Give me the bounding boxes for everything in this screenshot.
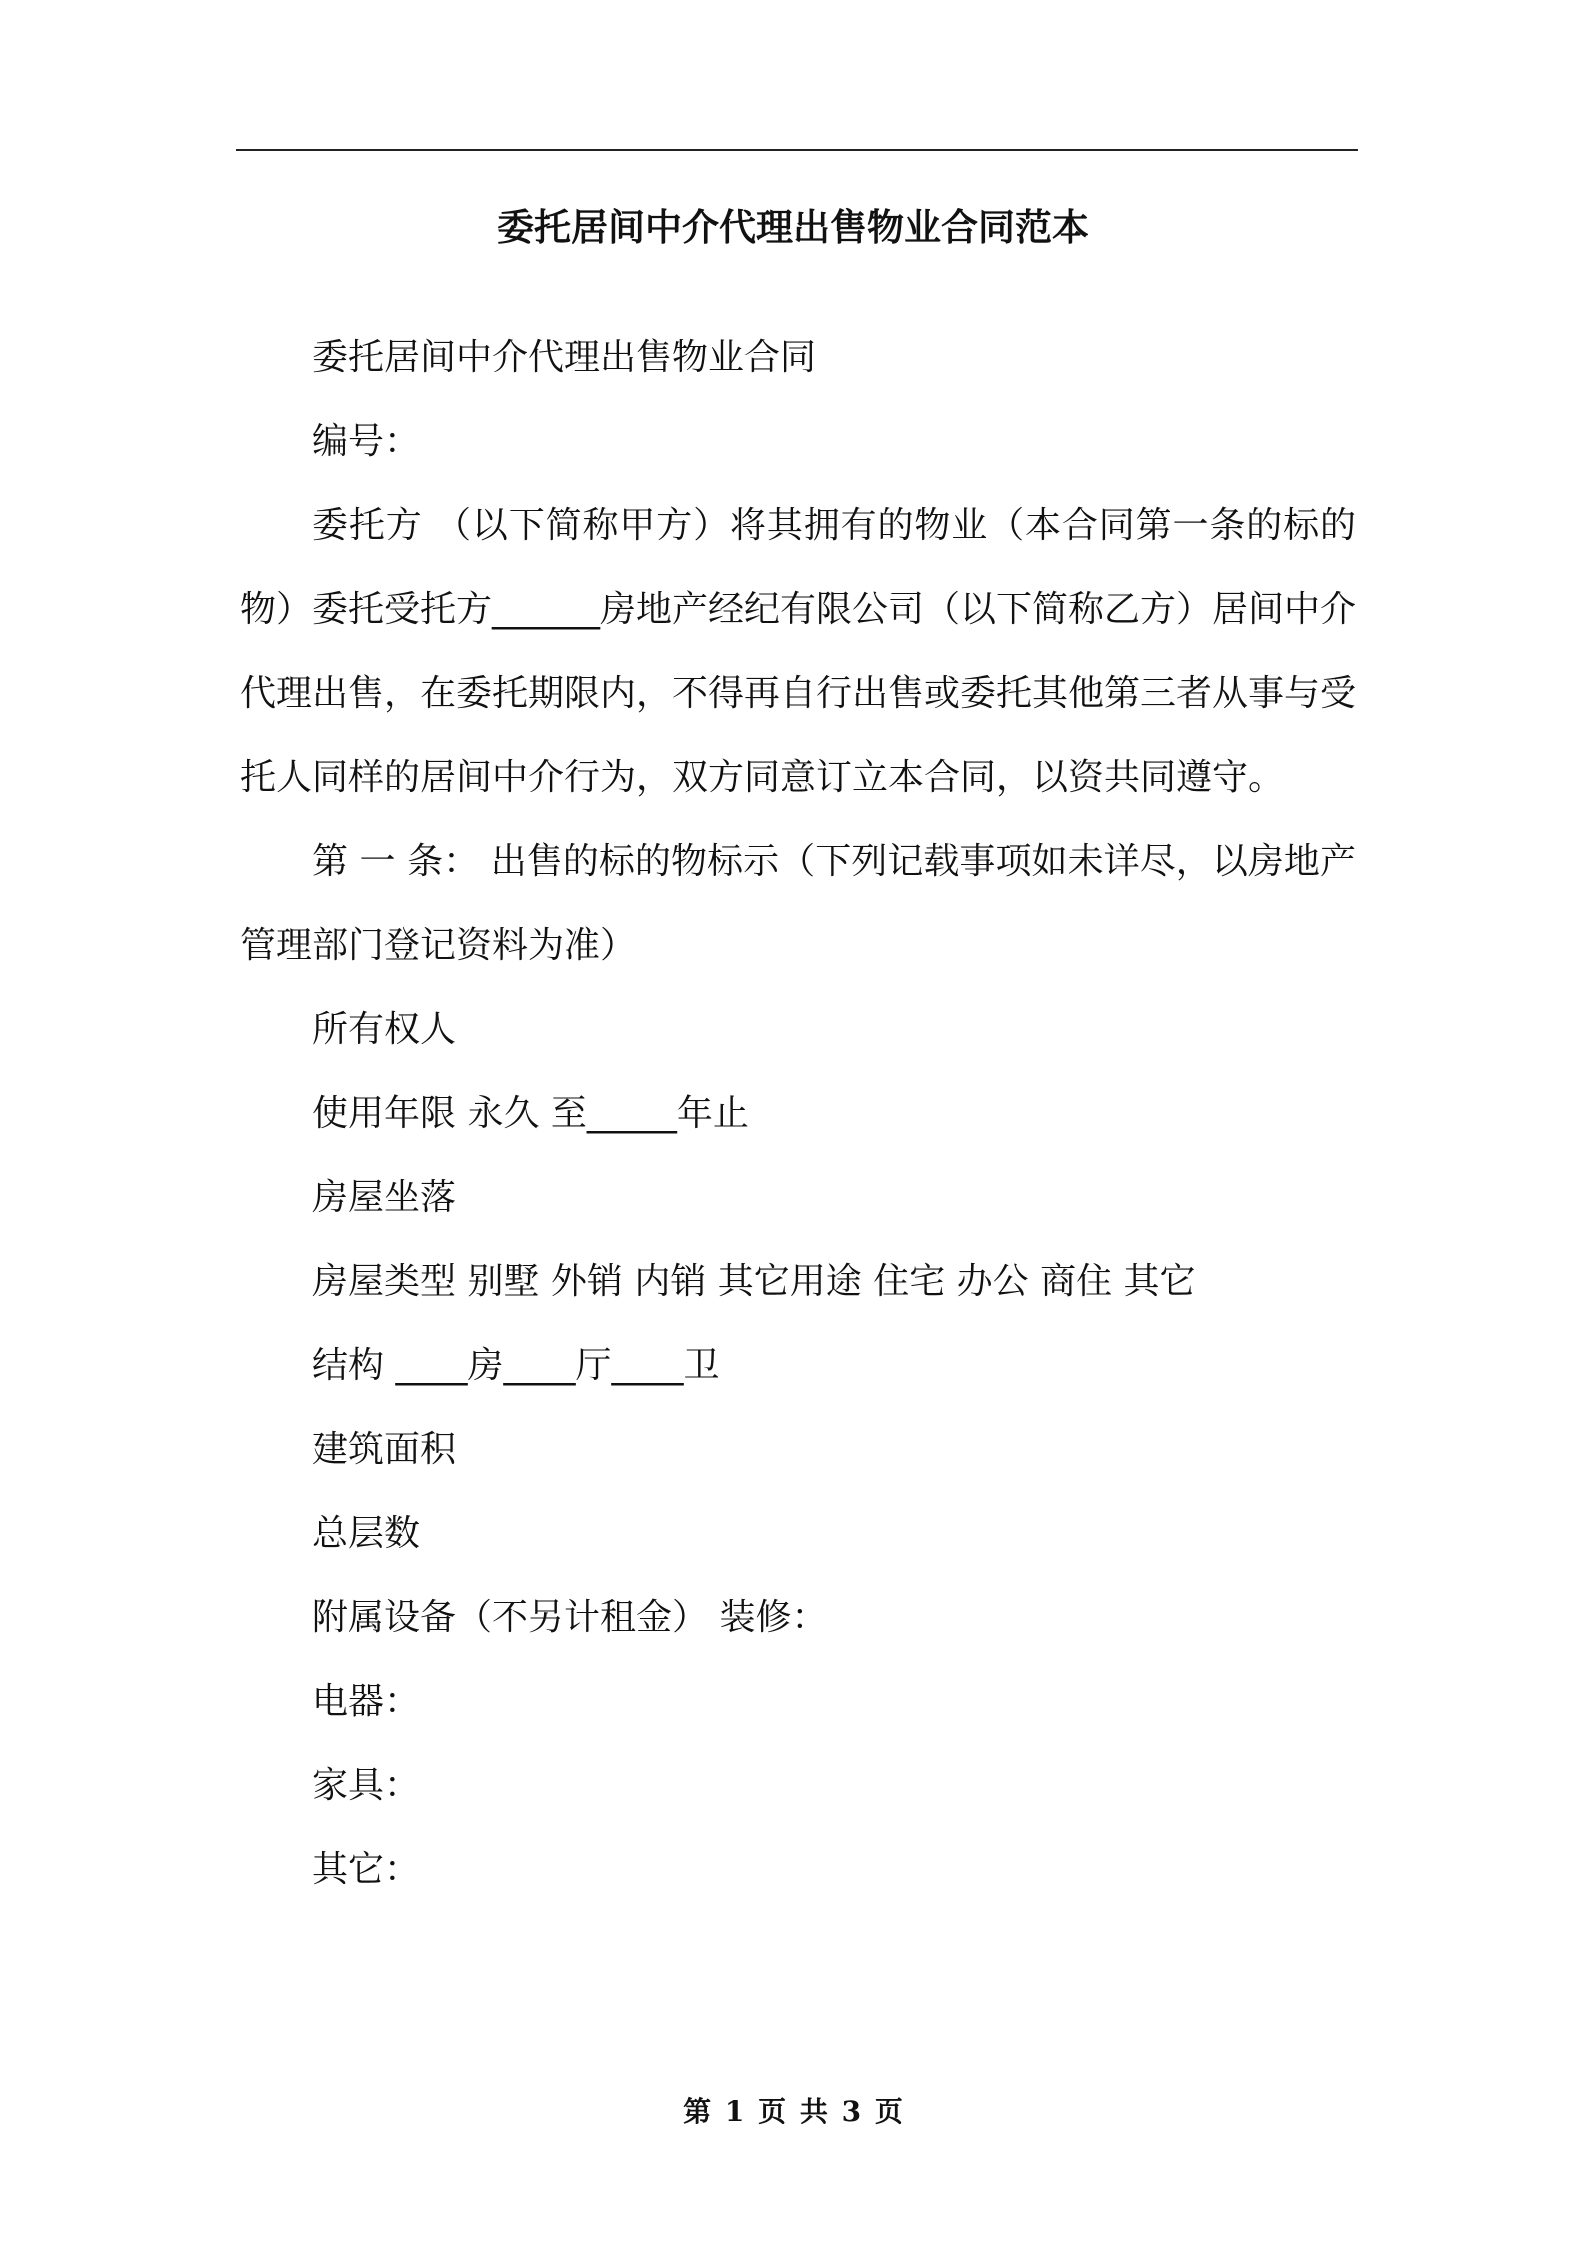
field-appliances: 电器： bbox=[312, 1681, 421, 1722]
field-other: 其它： bbox=[312, 1849, 421, 1890]
contract-heading: 委托居间中介代理出售物业合同 bbox=[312, 337, 817, 378]
field-house-type: 房屋类型 别墅 外销 内销 其它用途 住宅 办公 商住 其它 bbox=[312, 1261, 1196, 1302]
page-footer: 第 1 页 共 3 页 bbox=[683, 2095, 903, 2128]
field-facilities: 附属设备（不另计租金） 装修： bbox=[312, 1597, 828, 1638]
document-title: 委托居间中介代理出售物业合同范本 bbox=[497, 206, 1089, 249]
field-total-floors: 总层数 bbox=[312, 1513, 421, 1554]
contract-number: 编号： bbox=[312, 421, 421, 462]
header-rule bbox=[236, 149, 1358, 151]
field-owner: 所有权人 bbox=[312, 1009, 457, 1050]
field-term: 使用年限 永久 至_____年止 bbox=[312, 1093, 749, 1134]
contract-preamble: 委托方 （以下简称甲方）将其拥有的物业（本合同第一条的标的物）委托受托方______房地产经纪有限公司（以下简称乙方）居间中介代理出售，在委托期限内，不得再自行出售或委托其他第三者从事与受托人同样的居间中介行为，双方同意订立本合同，以资共同遵守。 bbox=[240, 505, 1357, 798]
article-one: 第 一 条： 出售的标的物标示（下列记载事项如未详尽，以房地产管理部门登记资料为准） bbox=[240, 841, 1356, 966]
field-floor-area: 建筑面积 bbox=[312, 1429, 457, 1470]
document-body bbox=[240, 316, 1356, 1912]
field-furniture: 家具： bbox=[312, 1765, 421, 1806]
field-structure: 结构 ____房____厅____卫 bbox=[312, 1345, 720, 1386]
field-location: 房屋坐落 bbox=[312, 1177, 457, 1218]
